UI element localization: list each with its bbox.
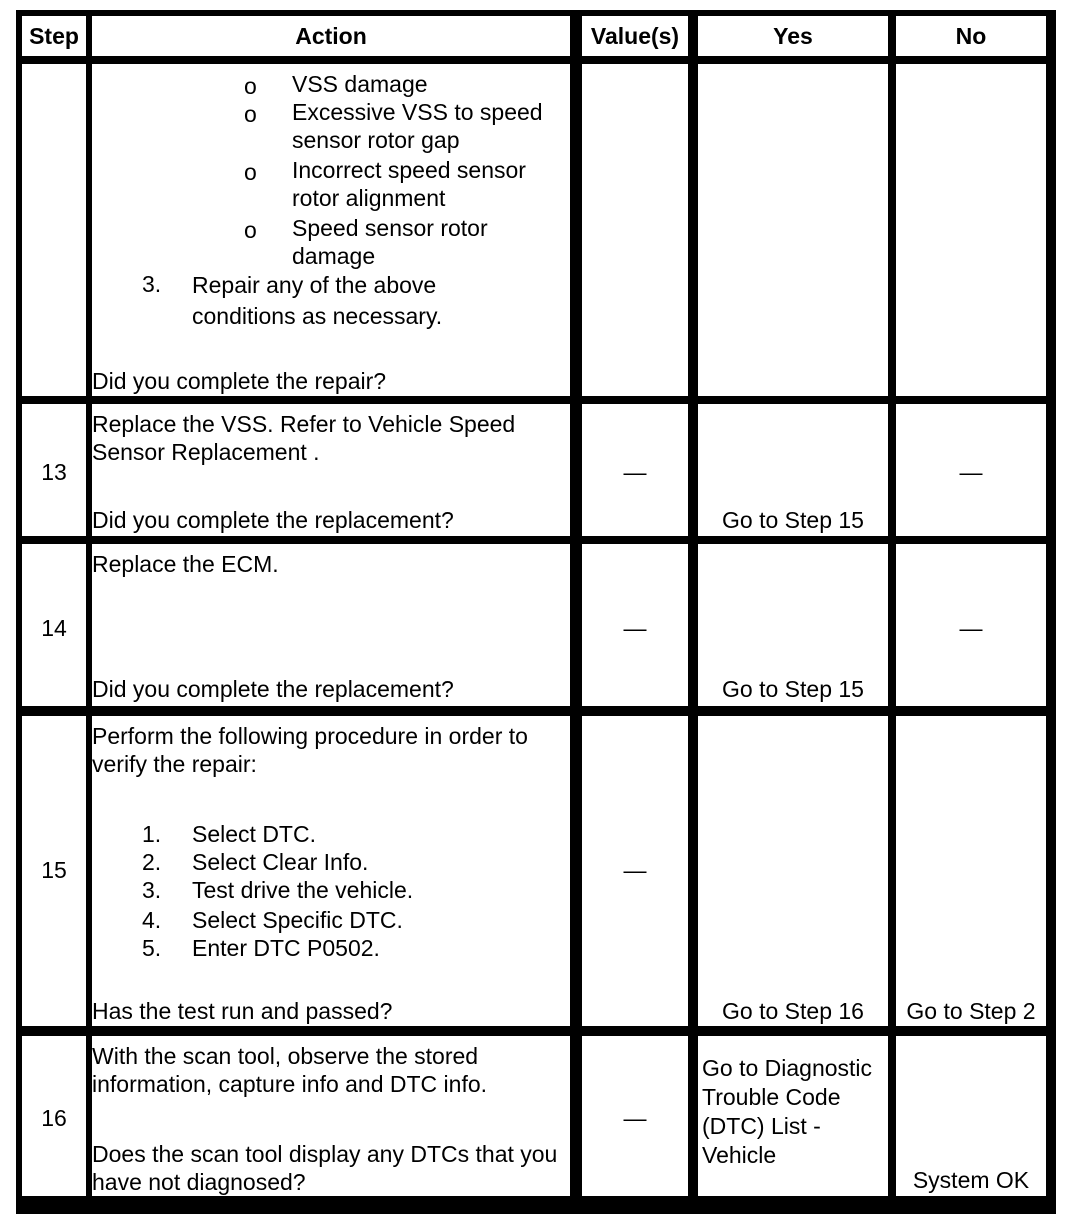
- yes-link[interactable]: Go to Step 16: [722, 998, 864, 1024]
- question-text: Does the scan tool display any DTCs that you have not diagnosed?: [92, 1141, 558, 1195]
- step-15-action-cell: [92, 716, 570, 1026]
- no-link[interactable]: Go to Step 2: [906, 998, 1036, 1024]
- cont-value-cell: [582, 64, 688, 396]
- step-15-no-cell: [896, 716, 1046, 1026]
- step-number: 16: [41, 1105, 67, 1131]
- question-text: Did you complete the replacement?: [92, 676, 454, 702]
- yes-link[interactable]: Go to Step 15: [722, 676, 864, 702]
- cont-action-cell: [92, 64, 570, 396]
- question-text: Did you complete the repair?: [92, 368, 387, 394]
- step-number: 15: [41, 857, 67, 883]
- step-13-action-cell: [92, 404, 570, 536]
- header-values-label: Value(s): [590, 23, 680, 49]
- value-dash: —: [623, 615, 647, 641]
- step-13-no-cell: [896, 404, 1046, 536]
- step-16-yes-cell: [698, 1036, 888, 1196]
- step-13-yes-cell: [698, 404, 888, 536]
- step-14-cell: [22, 544, 86, 706]
- bullet-marker: o: [244, 217, 257, 243]
- yes-link[interactable]: Go to Step 15: [722, 507, 864, 533]
- list-item-text: Select Specific DTC.: [192, 907, 403, 933]
- step-16-no-cell: [896, 1036, 1046, 1196]
- step-15-value-cell: [582, 716, 688, 1026]
- step-16-cell: [22, 1036, 86, 1196]
- step-15-yes-cell: [698, 716, 888, 1026]
- step-14-no-cell: [896, 544, 1046, 706]
- bullet-marker: o: [244, 73, 257, 99]
- step-13-value-cell: [582, 404, 688, 536]
- header-action: [92, 16, 570, 56]
- bullet-item: Speed sensor rotor damage: [292, 215, 488, 269]
- bullet-item: Excessive VSS to speed sensor rotor gap: [292, 99, 543, 153]
- no-dash: —: [959, 459, 983, 485]
- list-item-text: Repair any of the above conditions as necessary.: [192, 272, 443, 329]
- list-item-text: Select Clear Info.: [192, 849, 369, 875]
- step-16-action-cell: [92, 1036, 570, 1196]
- step-14-value-cell: [582, 544, 688, 706]
- question-text: Has the test run and passed?: [92, 998, 393, 1024]
- value-dash: —: [623, 1105, 647, 1131]
- value-dash: —: [623, 857, 647, 883]
- header-no-label: No: [955, 23, 987, 49]
- bullet-item: VSS damage: [292, 71, 428, 97]
- header-step: [22, 16, 86, 56]
- header-no: [896, 16, 1046, 56]
- step-14-action-cell: [92, 544, 570, 706]
- list-number: 1.: [142, 821, 162, 847]
- bullet-item: Incorrect speed sensor rotor alignment: [292, 157, 526, 211]
- cont-no-cell: [896, 64, 1046, 396]
- no-outcome: System OK: [912, 1167, 1030, 1193]
- bullet-marker: o: [244, 101, 257, 127]
- header-step-label: Step: [29, 23, 79, 49]
- cont-step-cell: [22, 64, 86, 396]
- step-13-cell: [22, 404, 86, 536]
- action-text: Perform the following procedure in order to verify the repair:: [92, 723, 528, 777]
- diagnostic-table: [16, 10, 1056, 1214]
- list-item-text: Test drive the vehicle.: [192, 877, 414, 903]
- question-text: Did you complete the replacement?: [92, 507, 454, 533]
- yes-link[interactable]: Go to Diagnostic Trouble Code (DTC) List - Vehicle: [702, 1055, 873, 1168]
- list-number: 3.: [142, 271, 162, 297]
- cont-yes-cell: [698, 64, 888, 396]
- list-number: 4.: [142, 907, 162, 933]
- no-dash: —: [959, 615, 983, 641]
- action-text: With the scan tool, observe the stored information, capture info and DTC info.: [92, 1043, 488, 1097]
- action-text: Replace the VSS. Refer to Vehicle Speed Sensor Replacement .: [92, 411, 516, 465]
- value-dash: —: [623, 459, 647, 485]
- list-item-text: Enter DTC P0502.: [192, 935, 380, 961]
- header-yes-label: Yes: [773, 23, 813, 49]
- step-16-value-cell: [582, 1036, 688, 1196]
- step-number: 13: [41, 459, 67, 485]
- step-14-yes-cell: [698, 544, 888, 706]
- bullet-marker: o: [244, 159, 257, 185]
- step-number: 14: [41, 615, 67, 641]
- list-number: 5.: [142, 935, 162, 961]
- header-yes: [698, 16, 888, 56]
- list-number: 2.: [142, 849, 162, 875]
- list-number: 3.: [142, 877, 162, 903]
- step-15-cell: [22, 716, 86, 1026]
- header-values: [582, 16, 688, 56]
- header-action-label: Action: [295, 23, 367, 49]
- action-text: Replace the ECM.: [92, 551, 279, 577]
- list-item-text: Select DTC.: [192, 821, 316, 847]
